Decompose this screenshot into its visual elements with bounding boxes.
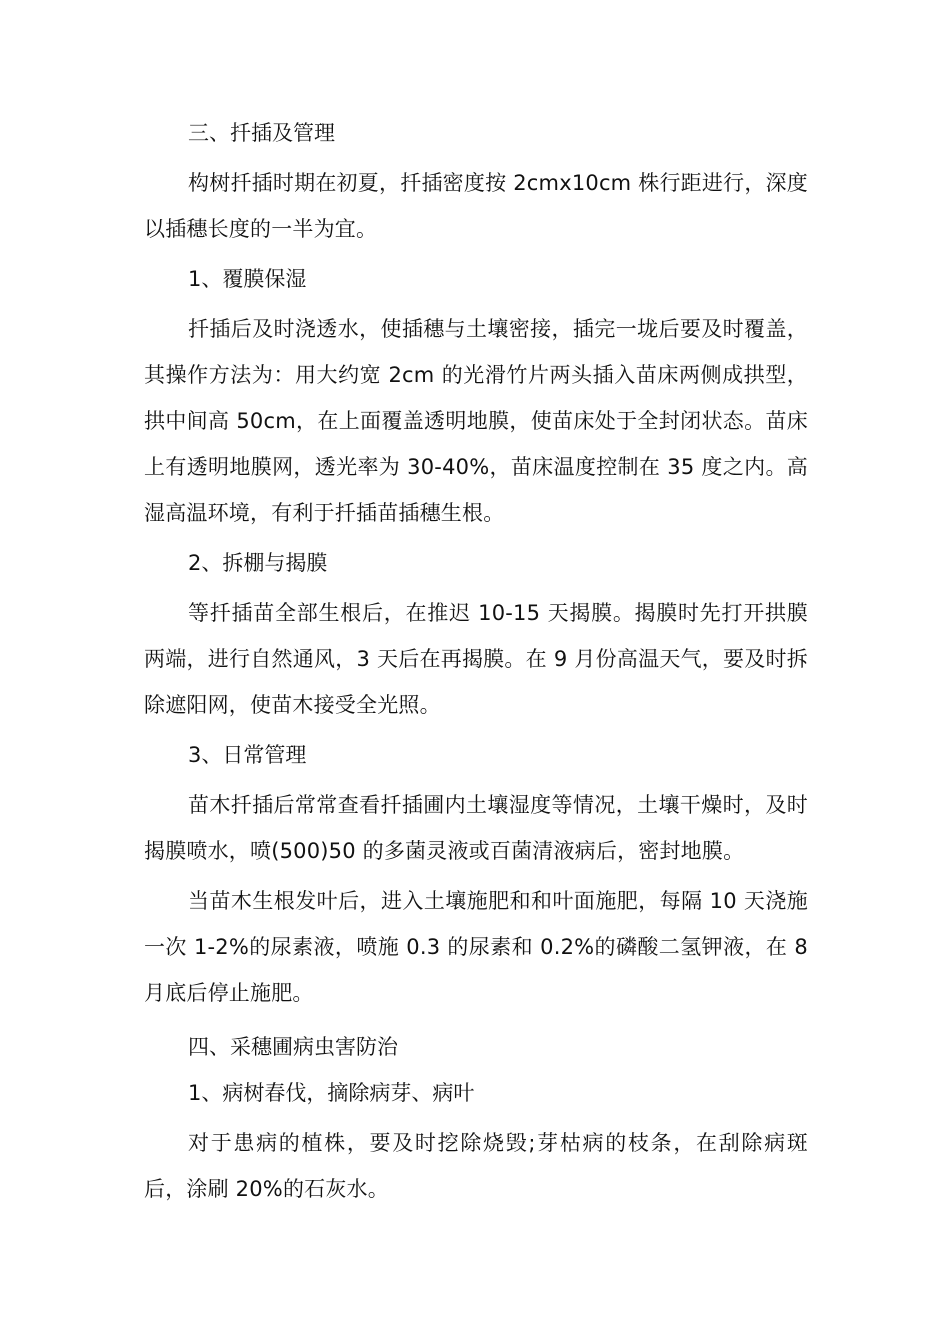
subheading-daily-management: 3、日常管理 (188, 743, 307, 767)
paragraph-film-moisture: 扦插后及时浇透水，使插穗与土壤密接，插完一垅后要及时覆盖，其操作方法为：用大约宽 2cm 的光滑竹片两头插入苗床两侧成拱型，拱中间高 50cm，在上面覆盖透明地膜，使苗床处于全封闭状态。苗床上有透明地膜网，透光率为 30-40%，苗床温度控制在 35 度之内。高湿高温环境，有利于扦插苗插穗生根。 (144, 317, 808, 525)
paragraph-daily-management-1: 苗木扦插后常常查看扦插圃内土壤湿度等情况，土壤干燥时，及时揭膜喷水，喷(500)50 的多菌灵液或百菌清液病后，密封地膜。 (144, 793, 808, 863)
paragraph-remove-shed: 等扦插苗全部生根后，在推迟 10-15 天揭膜。揭膜时先打开拱膜两端，进行自然通风，3 天后在再揭膜。在 9 月份高温天气，要及时拆除遮阳网，使苗木接受全光照。 (144, 601, 808, 717)
subheading-film-moisture: 1、覆膜保湿 (188, 267, 307, 291)
document-page (144, 110, 808, 1212)
subheading-spring-cutting: 1、病树春伐，摘除病芽、病叶 (188, 1081, 475, 1105)
paragraph-daily-management-2: 当苗木生根发叶后，进入土壤施肥和和叶面施肥，每隔 10 天浇施一次 1-2%的尿素液，喷施 0.3 的尿素和 0.2%的磷酸二氢钾液，在 8 月底后停止施肥。 (144, 889, 808, 1005)
section-heading-cutting: 三、扦插及管理 (188, 121, 335, 145)
paragraph-spring-cutting: 对于患病的植株，要及时挖除烧毁;芽枯病的枝条，在刮除病斑后，涂刷 20%的石灰水。 (144, 1131, 808, 1201)
section-heading-pest-control: 四、采穗圃病虫害防治 (188, 1035, 398, 1059)
subheading-remove-shed: 2、拆棚与揭膜 (188, 551, 328, 575)
paragraph-cutting-intro: 构树扦插时期在初夏，扦插密度按 2cmx10cm 株行距进行，深度以插穗长度的一半为宜。 (144, 171, 808, 241)
